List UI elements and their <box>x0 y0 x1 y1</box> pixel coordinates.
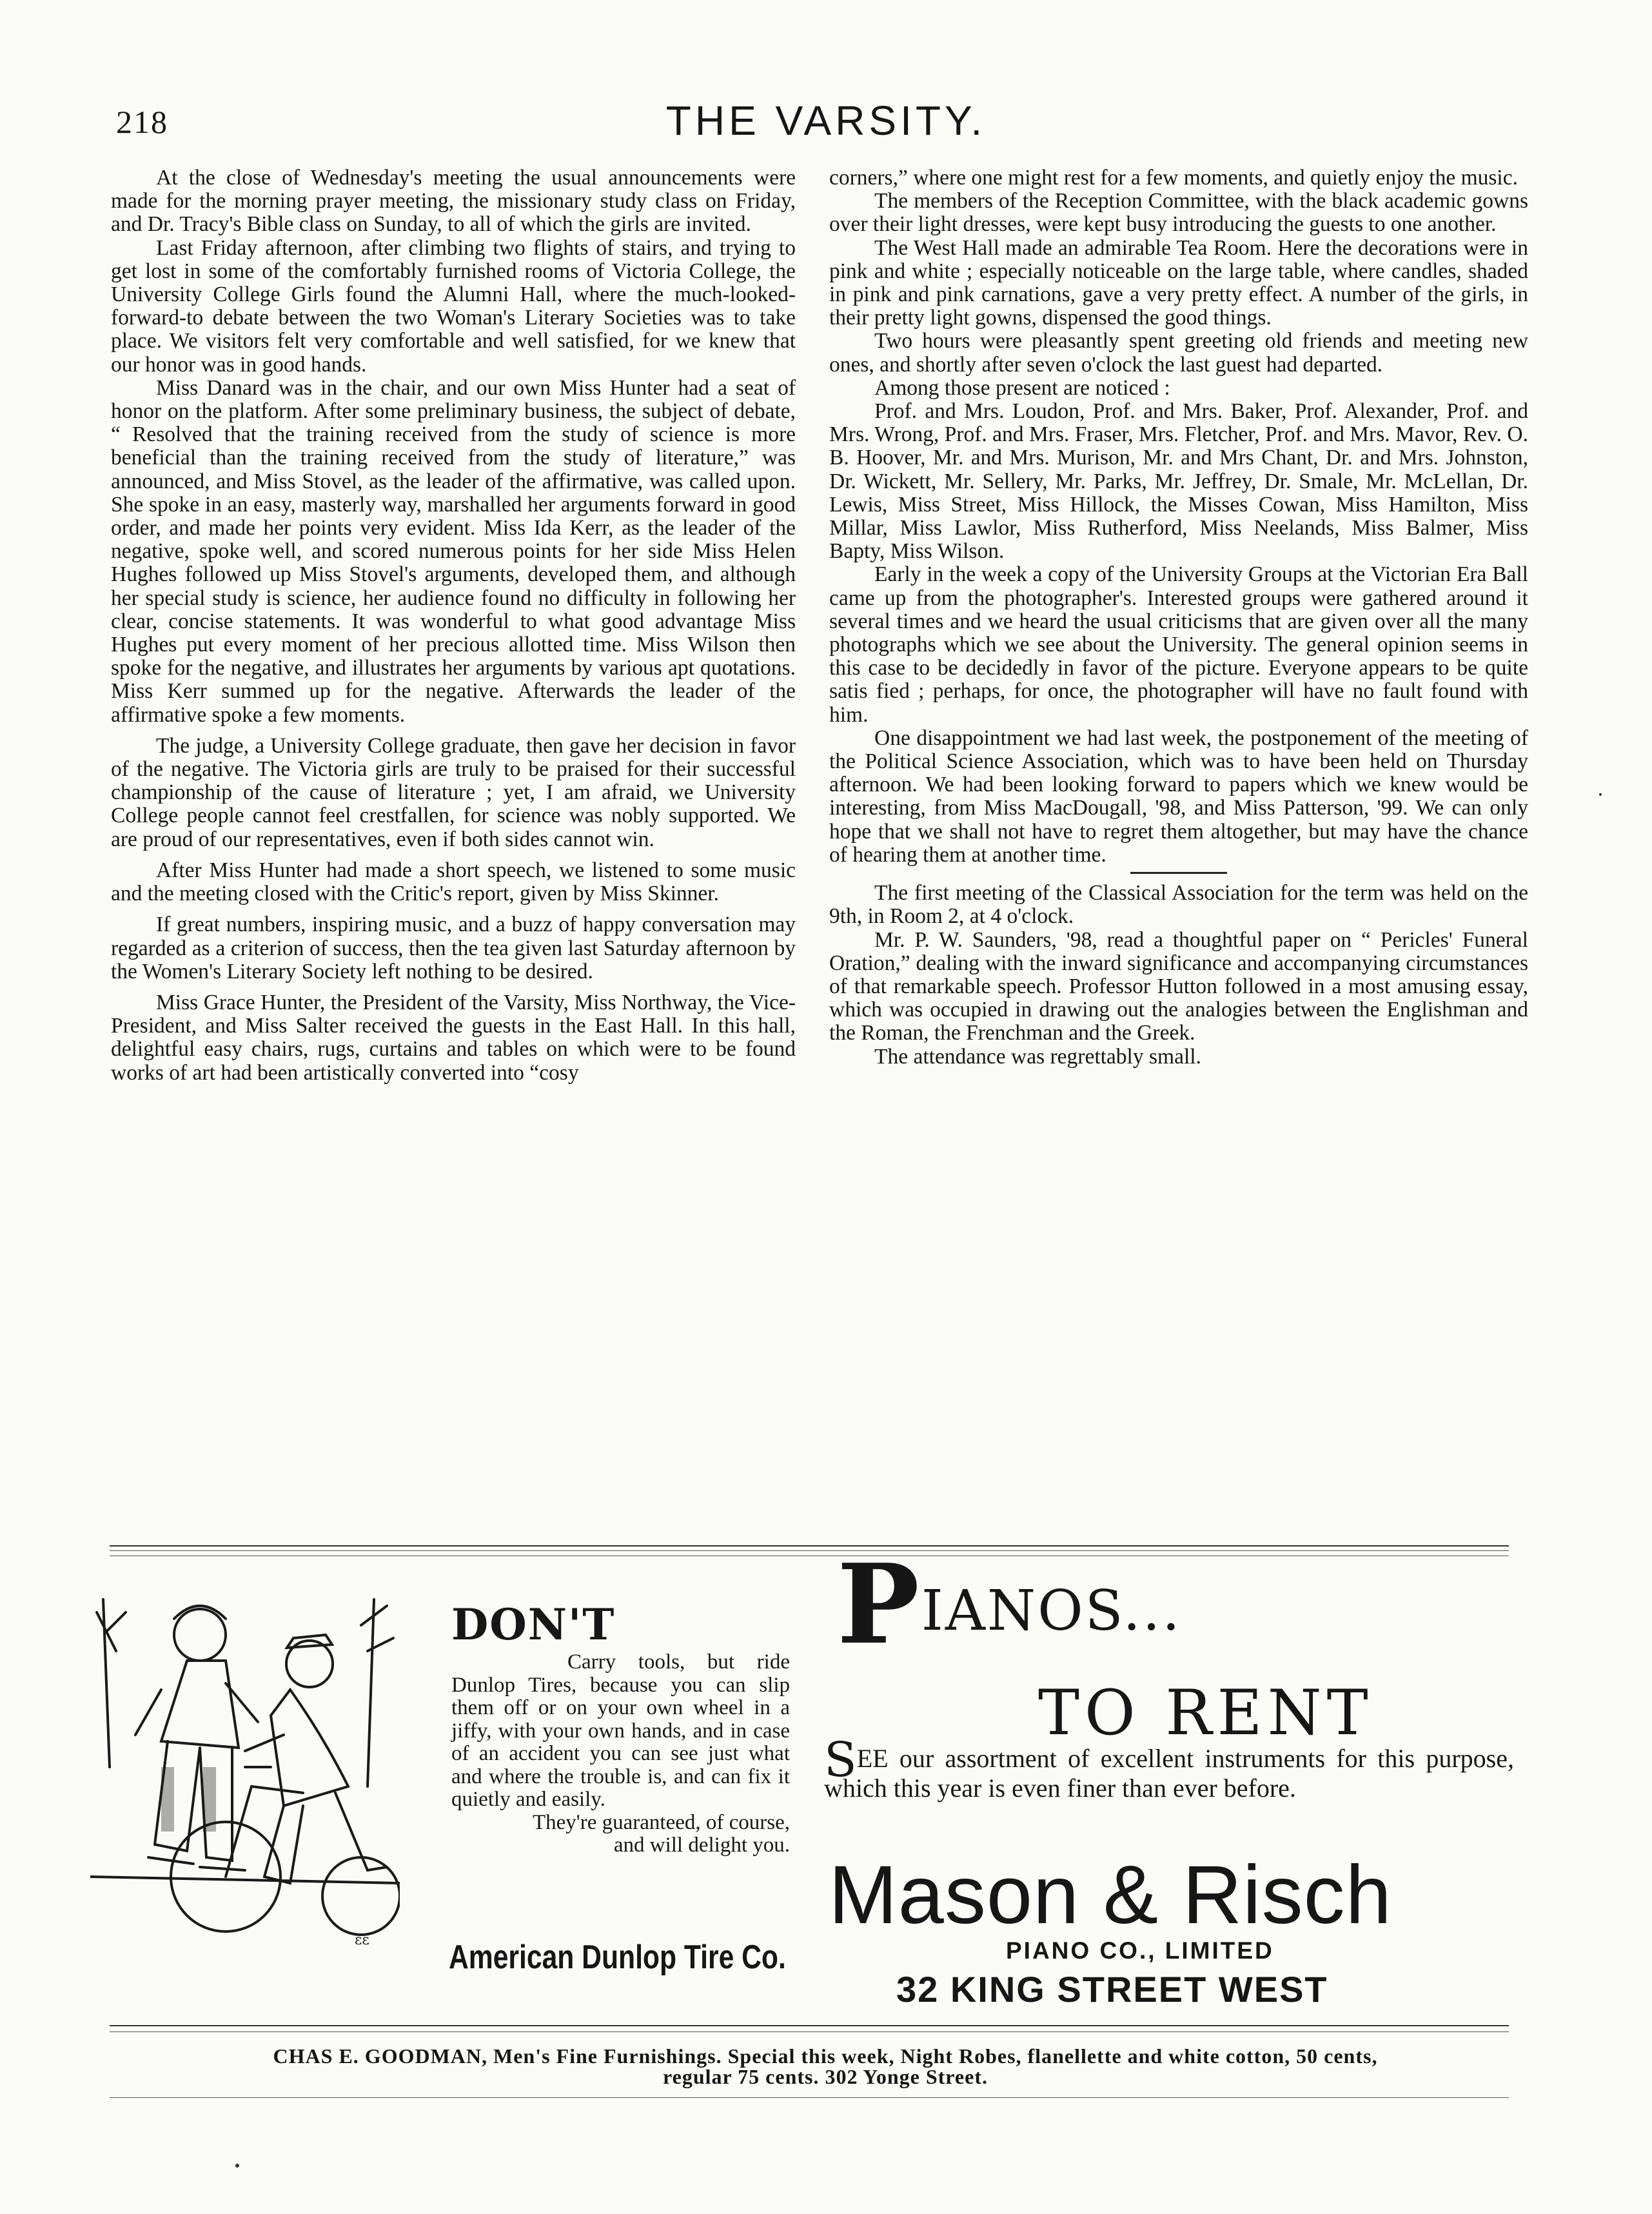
artist-initials: εε <box>355 1932 369 1948</box>
left-column <box>111 166 796 1085</box>
goodman-advert <box>103 2046 1548 2087</box>
goodman-line-2: regular 75 cents. 302 Yonge Street. <box>663 2065 988 2088</box>
article-paragraph: Two hours were pleasantly spent greeting old friends and meeting new ones, and shortly after seven o'clock the last guest had departed. <box>829 329 1528 377</box>
dunlop-body-text: Carry tools, but ride Dunlop Tires, because you can slip them off or on your own wheel in a jiffy, with your own hands, and in case of an accident you can see just what and where the trouble is, and can fix it quietly and easily. <box>451 1650 790 1811</box>
mason-risch-address: 32 KING STREET WEST <box>896 1969 1328 2010</box>
pianos-initial: P <box>837 1540 921 1669</box>
right-column <box>829 166 1528 1069</box>
article-paragraph: After Miss Hunter had made a short speech, we listened to some music and the meeting closed with the Critic's report, given by Miss Skinner. <box>111 858 796 906</box>
article-paragraph: Miss Danard was in the chair, and our own Miss Hunter had a seat of honor on the platform. After some preliminary business, the subject of debate, “ Resolved that the training received from the study of science is more beneficial than the training received from the study of literature,” was announced, and Miss Stovel, as the leader of the affirmative, was called upon. She spoke in an easy, masterly way, marshalled her arguments forward in good order, and made her points very evident. Miss Ida Kerr, as the leader of the negative, spoke well, and scored numerous points for her side Miss Helen Hughes followed up Miss Stovel's arguments, developed them, and although her special study is science, her audience found no difficulty in following her clear, concise statements. It was wonderful to what good advantage Miss Hughes put every moment of her precious allotted time. Miss Wilson then spoke for the negative, and illustrates her arguments by various apt quotations. Miss Kerr summed up for the negative. Afterwards the leader of the affirmative spoke a few moments. <box>111 375 796 727</box>
masthead-title: THE VARSITY. <box>665 97 987 144</box>
dunlop-company-name: American Dunlop Tire Co. <box>449 1939 786 1976</box>
dunlop-body <box>451 1651 790 1857</box>
footer-rule-top-thin <box>110 2031 1509 2032</box>
article-paragraph: The judge, a University College graduate, then gave her decision in favor of the negative. The Victoria girls are truly to be praised for their successful championship of the cause of literature ; yet, I am afraid, we University College people cannot feel crestfallen, for science was nobly supported. We are proud of our representatives, even if both sides cannot win. <box>111 733 796 851</box>
article-paragraph: The West Hall made an admirable Tea Room. Here the decorations were in pink and white ; especially noticeable on the large table, where candles, shaded in pink and pink carnations, gave a very pretty effect. A number of the girls, in their pretty light gowns, dispensed the good things. <box>829 235 1528 330</box>
article-paragraph: Last Friday afternoon, after climbing two flights of stairs, and trying to get lost in some of the comfortably furnished rooms of Victoria College, the University College Girls found the Alumni Hall, where the much-looked-forward-to debate between the two Woman's Literary Societies was to take place. We visitors felt very comfortable and well satisfied, for we knew that our honor was in good hands. <box>111 235 796 377</box>
footer-rule-bottom <box>110 2097 1509 2098</box>
pianos-heading-rest: IANOS... <box>921 1579 1182 1643</box>
article-paragraph: The first meeting of the Classical Association for the term was held on the 9th, in Room 2, at 4 o'clock. <box>829 881 1528 929</box>
dunlop-body-text: They're guaranteed, of course, and will delight you. <box>533 1810 790 1857</box>
drop-rest: EE <box>856 1744 889 1773</box>
pianos-heading <box>837 1540 1182 1669</box>
article-paragraph: One disappointment we had last week, the postponement of the meeting of the Political Science Association, which was to have been held on Thursday afternoon. We had been looking forward to papers which we knew would be interesting, from Miss MacDougall, '98, and Miss Patterson, '99. We can only hope that we shall not have to regret them altogether, but may have the chance of hearing them at another time. <box>829 726 1528 867</box>
article-paragraph: Miss Grace Hunter, the President of the Varsity, Miss Northway, the Vice-President, and Miss Salter received the guests in the East Hall. In this hall, delightful easy chairs, rugs, curtains and tables on which were to be found works of art had been artistically converted into “cosy <box>111 990 796 1085</box>
ink-speck <box>1599 793 1602 796</box>
ink-speck <box>235 2164 239 2168</box>
to-rent-heading: TO RENT <box>1038 1677 1373 1749</box>
article-paragraph: At the close of Wednesday's meeting the usual announcements were made for the morning prayer meeting, the missionary study class on Friday, and Dr. Tracy's Bible class on Sunday, to all of which the girls are invited. <box>111 166 796 237</box>
drop-letter: S <box>824 1732 857 1788</box>
pianos-body <box>824 1732 1514 1803</box>
advert-rule-top <box>110 1545 1509 1547</box>
article-paragraph: If great numbers, inspiring music, and a buzz of happy conversation may regarded as a criterion of success, then the tea given last Saturday afternoon by the Women's Literary Society left nothing to be desired. <box>111 913 796 983</box>
mason-risch-name: Mason & Risch <box>829 1849 1392 1941</box>
goodman-line-1: CHAS E. GOODMAN, Men's Fine Furnishings. Special this week, Night Robes, flanellette and white cotton, 50 cents, <box>273 2044 1378 2068</box>
article-paragraph: Among those present are noticed : <box>874 375 1170 400</box>
article-paragraph: The attendance was regrettably small. <box>874 1044 1201 1069</box>
article-paragraph: The members of the Reception Committee, with the black academic gowns over their light dresses, were kept busy introducing the guests to one another. <box>829 189 1528 237</box>
cyclists-illustration <box>90 1574 400 1954</box>
section-divider <box>1130 872 1227 874</box>
article-paragraph: corners,” where one might rest for a few moments, and quietly enjoy the music. <box>829 166 1518 190</box>
pianos-body-text: our assortment of excellent instruments for this purpose, which this year is even finer than ever before. <box>824 1744 1514 1803</box>
page-number: 218 <box>116 104 168 140</box>
advert-rule-top-thin <box>110 1550 1509 1551</box>
advert-gap <box>810 1561 811 2006</box>
article-paragraph: Early in the week a copy of the University Groups at the Victorian Era Ball came up from the photographer's. Interested groups were gathered around it several times and we heard the usual criticisms that are given over all the many photographs which we see about the University. The general opinion seems in this case to be decidedly in favor of the picture. Everyone appears to be quite satis fied ; perhaps, for once, the photographer will have no fault found with him. <box>829 562 1528 727</box>
footer-rule-top <box>110 2025 1509 2026</box>
dunlop-heading: DON'T <box>451 1599 616 1650</box>
piano-co-subtitle: PIANO CO., LIMITED <box>1006 1937 1274 1964</box>
article-paragraph: Prof. and Mrs. Loudon, Prof. and Mrs. Baker, Prof. Alexander, Prof. and Mrs. Wrong, Prof. and Mrs. Fraser, Mrs. Fletcher, Prof. and Mrs. Mavor, Rev. O. B. Hoover, Mr. and Mrs. Murison, Mr. and Mrs Chant, Dr. and Mrs. Johnston, Dr. Wickett, Mr. Sellery, Mr. Parks, Mr. Jeffrey, Dr. Smale, Mr. McLellan, Dr. Lewis, Miss Street, Miss Hillock, the Misses Cowan, Miss Hamilton, Miss Millar, Miss Lawlor, Miss Rutherford, Miss Neelands, Miss Balmer, Miss Bapty, Miss Wilson. <box>829 399 1528 564</box>
article-paragraph: Mr. P. W. Saunders, '98, read a thoughtful paper on “ Pericles' Funeral Oration,” dealing with the inward significance and accompanying circumstances of that remarkable speech. Professor Hutton followed in a most amusing essay, which was occupied in drawing out the analogies between the Englishman and the Roman, the Frenchman and the Greek. <box>829 927 1528 1045</box>
